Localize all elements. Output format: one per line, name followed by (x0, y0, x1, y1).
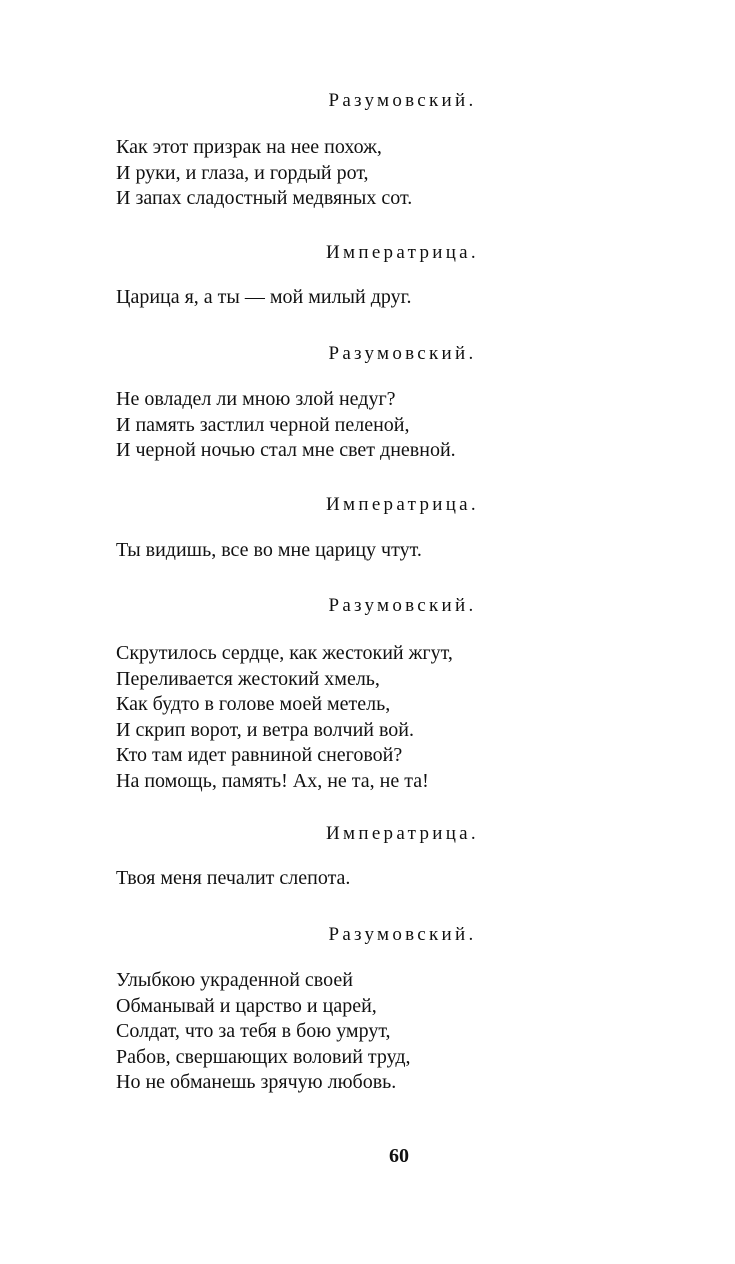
verse-stanza (116, 968, 716, 1096)
verse-stanza (116, 866, 716, 892)
page-number: 60 (389, 1145, 409, 1167)
verse-line: Твоя меня печалит слепота. (116, 867, 351, 889)
speaker-name: Разумовский. (328, 924, 477, 945)
verse-line: Кто там идет равниной снеговой? (116, 744, 403, 767)
verse-line: Обманывай и царство и царей, (116, 994, 377, 1017)
verse-stanza (116, 641, 716, 795)
speaker-name: Императрица. (326, 242, 479, 263)
verse-line: Как этот призрак на нее похож, (116, 136, 382, 158)
verse-line: Ты видишь, все во мне царицу чтут. (116, 539, 422, 561)
verse-line: И руки, и глаза, и гордый рот, (116, 161, 369, 184)
verse-line: Как будто в голове моей метель, (116, 693, 391, 716)
verse-stanza (116, 538, 716, 564)
verse-line: И память застлил черной пеленой, (116, 413, 410, 436)
verse-line: Царица я, а ты — мой милый друг. (116, 286, 412, 308)
verse-line: Переливается жестокий хмель, (116, 667, 380, 690)
speaker-name: Разумовский. (328, 343, 477, 364)
verse-stanza (116, 387, 716, 464)
verse-stanza (116, 285, 716, 311)
verse-line: Солдат, что за тебя в бою умрут, (116, 1020, 391, 1043)
verse-line: И скрип ворот, и ветра волчий вой. (116, 718, 414, 741)
verse-line: Рабов, свершающих воловий труд, (116, 1045, 411, 1068)
speaker-name: Императрица. (326, 823, 479, 844)
speaker-name: Разумовский. (328, 90, 477, 111)
verse-stanza (116, 135, 716, 212)
verse-line: Не овладел ли мною злой недуг? (116, 388, 396, 410)
speaker-name: Императрица. (326, 494, 479, 515)
speaker-name: Разумовский. (328, 595, 477, 616)
verse-line: На помощь, память! Ах, не та, не та! (116, 769, 429, 792)
verse-line: Улыбкою украденной своей (116, 969, 353, 991)
verse-line: Но не обманешь зрячую любовь. (116, 1071, 397, 1094)
verse-line: И запах сладостный медвяных сот. (116, 187, 413, 210)
verse-line: Скрутилось сердце, как жестокий жгут, (116, 642, 453, 664)
verse-line: И черной ночью стал мне свет дневной. (116, 439, 456, 462)
